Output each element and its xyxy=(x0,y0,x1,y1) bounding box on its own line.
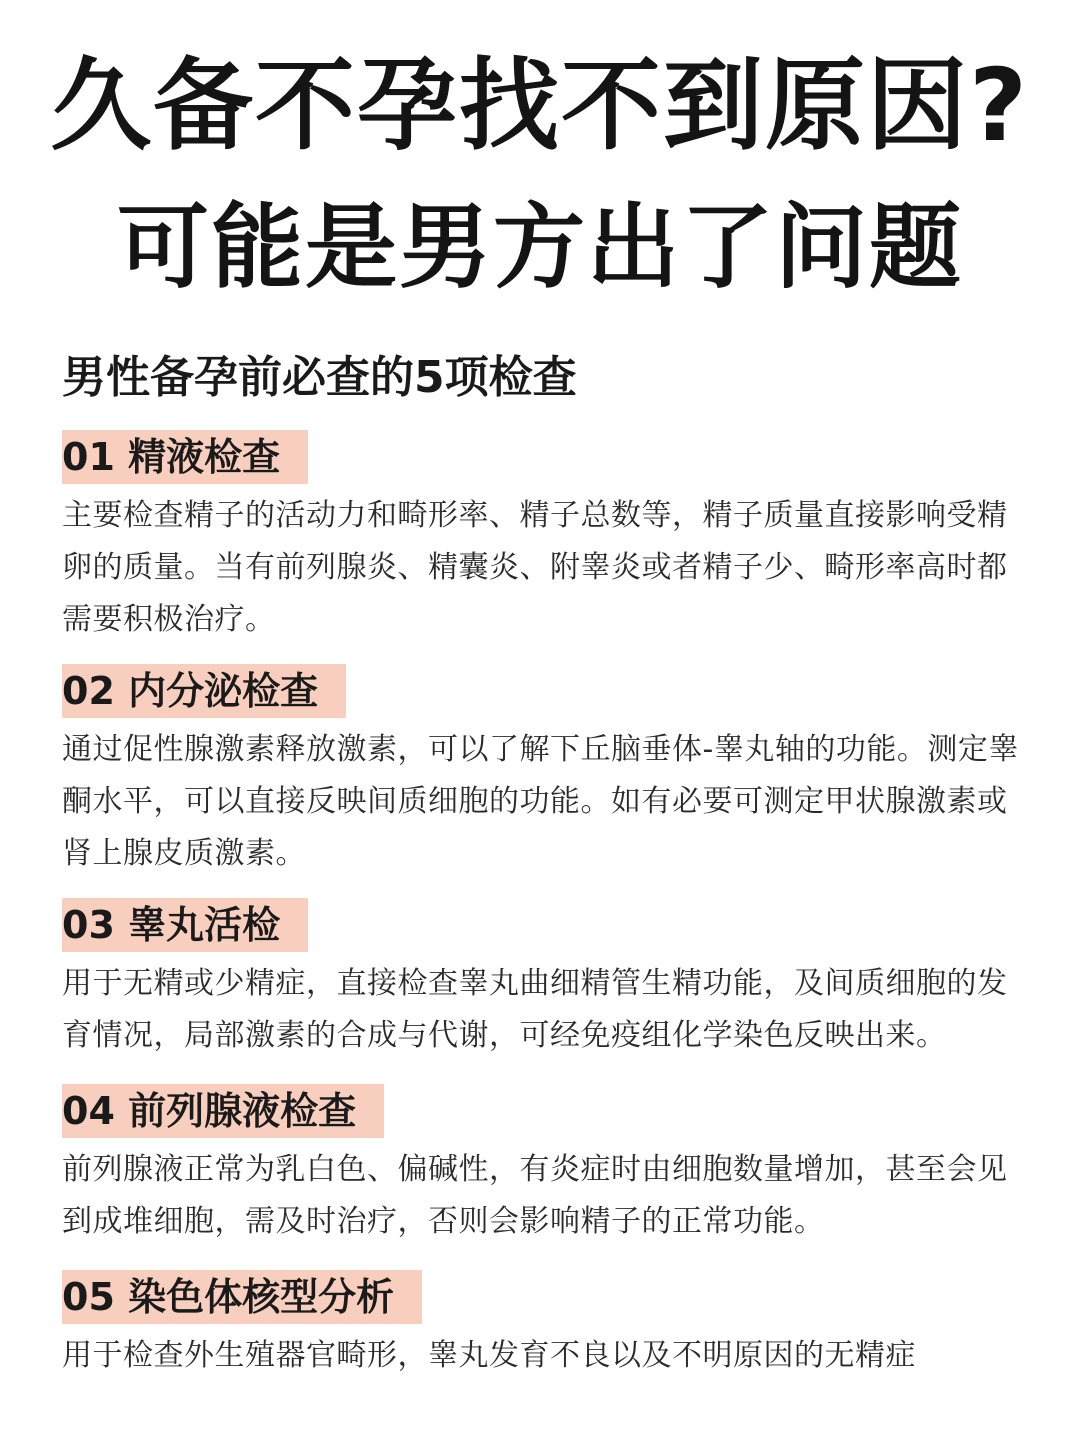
section-body: 通过促性腺激素释放激素，可以了解下丘脑垂体-睾丸轴的功能。测定睾酮水平，可以直接反映间质细胞的功能。如有必要可测定甲状腺激素或肾上腺皮质激素。 xyxy=(62,732,1019,871)
section-body: 用于检查外生殖器官畸形，睾丸发育不良以及不明原因的无精症 xyxy=(62,1338,916,1373)
section-heading: 05 染色体核型分析 xyxy=(62,1270,422,1324)
section-heading: 03 睾丸活检 xyxy=(62,898,308,952)
section-body: 主要检查精子的活动力和畸形率、精子总数等，精子质量直接影响受精卵的质量。当有前列腺炎、精囊炎、附睾炎或者精子少、畸形率高时都需要积极治疗。 xyxy=(62,498,1008,637)
subtitle: 男性备孕前必查的5项检查 xyxy=(62,352,577,403)
section-body: 用于无精或少精症，直接检查睾丸曲细精管生精功能，及间质细胞的发育情况，局部激素的合成与代谢，可经免疫组化学染色反映出来。 xyxy=(62,966,1008,1053)
main-title-line-1: 久备不孕找不到原因? xyxy=(50,47,1029,164)
section-endocrine-test xyxy=(62,664,1022,880)
section-heading: 04 前列腺液检查 xyxy=(62,1084,384,1138)
main-title-line-2: 可能是男方出了问题 xyxy=(116,194,963,301)
section-testicular-biopsy xyxy=(62,898,1022,1062)
section-karyotype-analysis xyxy=(62,1270,1022,1382)
section-body: 前列腺液正常为乳白色、偏碱性，有炎症时由细胞数量增加，甚至会见到成堆细胞，需及时治疗，否则会影响精子的正常功能。 xyxy=(62,1152,1008,1239)
section-heading: 02 内分泌检查 xyxy=(62,664,346,718)
section-semen-test xyxy=(62,430,1022,646)
section-prostatic-fluid-test xyxy=(62,1084,1022,1248)
section-heading: 01 精液检查 xyxy=(62,430,308,484)
